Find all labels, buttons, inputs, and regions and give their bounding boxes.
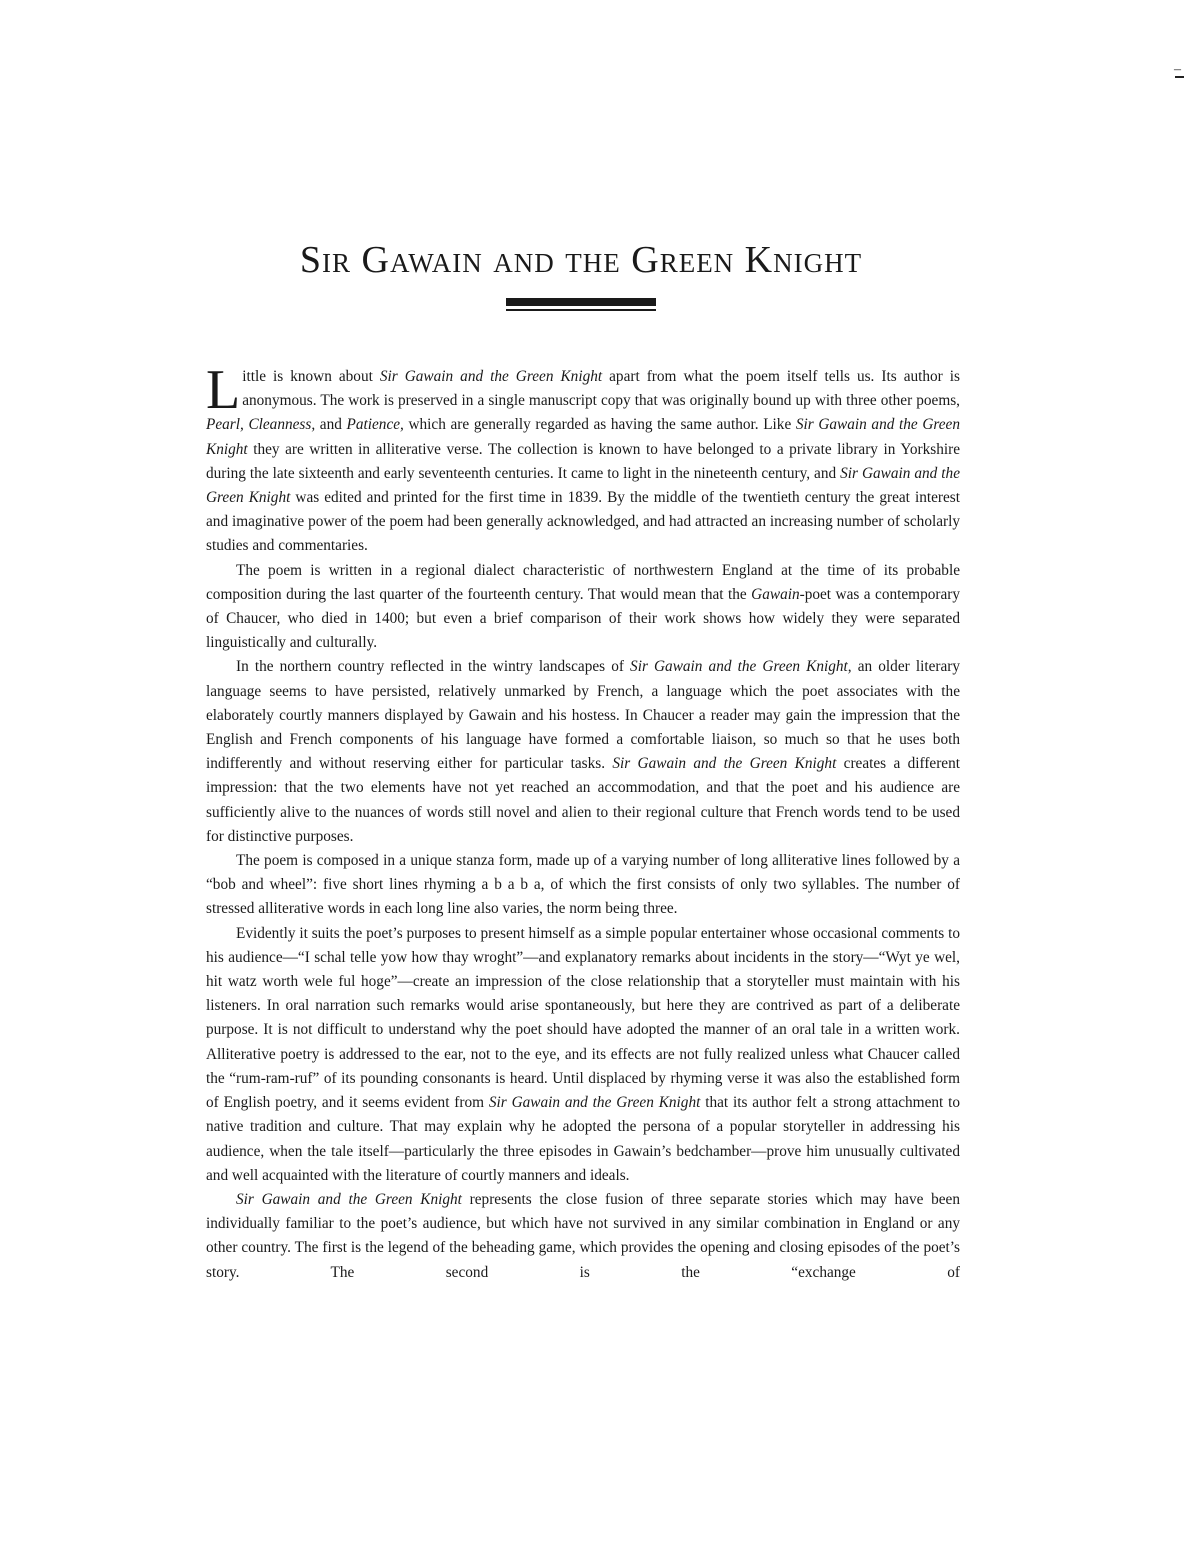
p6-text-1: represents the close fusion of three separate stories which may have been individually familiar to the poet’s audience, but which have not survived in any similar combination in England or any other country. The first is the legend of the beheading game, which provides the opening and closing episodes of the poet’s story. The second is the “exchange of — [206, 1190, 960, 1281]
paragraph-3 — [206, 655, 960, 849]
p1-text-5: they are written in alliterative verse. The collection is known to have belonged to a private library in Yorkshire during the late sixteenth and early seventeenth centuries. It came to light in the nineteenth century, and — [206, 440, 960, 482]
p1-text-4: which are generally regarded as having the same author. Like — [403, 416, 796, 434]
paragraph-1 — [206, 359, 960, 559]
p2-title-1: Gawain — [751, 585, 800, 603]
p1-text-1: ittle is known about — [242, 368, 380, 385]
p1-text-2: apart from what the poem itself tells us. Its author is anonymous. The work is preserved in a single manuscript copy that was originally bound up with three other poems, — [242, 368, 960, 410]
p1-title-1: Sir Gawain and the Green Knight — [379, 368, 603, 385]
title-rule-thin — [506, 309, 656, 311]
p6-title-1: Sir Gawain and the Green Knight — [236, 1190, 462, 1208]
p3-title-2: Sir Gawain and the Green Knight — [612, 755, 837, 773]
p5-text-1: Evidently it suits the poet’s purposes to present himself as a simple popular entertainer whose occasional comments to his audience—“I schal telle yow how thay wroght”—and explanatory remarks about incidents in the story—“Wyt ye wel, hit watz worth wele ful hoge”—create an impression of the close relationship that a storyteller must maintain with his listeners. In oral narration such remarks would arise spontaneously, but here they are contrived as part of a deliberate purpose. It is not difficult to understand why the poet should have adopted the manner of an oral tale in a written work. Alliterative poetry is addressed to the ear, not to the eye, and its effects are not fully realized unless what Chaucer called the “rum-ram-ruf” of its pounding consonants is heard. Until displaced by rhyming verse it was also the established form of English poetry, and it seems evident from — [206, 924, 960, 1112]
intro-body — [206, 359, 961, 1285]
p3-title-1: Sir Gawain and the Green Knight, — [630, 658, 852, 676]
title-rule-thick — [506, 298, 656, 306]
p1-title-3: Patience, — [346, 416, 404, 434]
p1-text-3: and — [315, 416, 347, 434]
drop-cap: L — [206, 359, 241, 421]
p1-title-4: Sir Gawain and the Green Knight — [206, 416, 960, 458]
p2-text-2: -poet was a contemporary of Chaucer, who died in 1400; but even a brief comparison of their work shows how widely they were separated linguistically and culturally. — [206, 585, 960, 652]
p1-text-6: was edited and printed for the first time in 1839. By the middle of the twentieth century the great interest and imaginative power of the poem had been generally acknowledged, and had attracted an increasing number of scholarly studies and commentaries. — [206, 489, 960, 555]
p3-text-1: In the northern country reflected in the wintry landscapes of — [236, 658, 631, 676]
p1-title-5: Sir Gawain and the Green Knight — [206, 464, 960, 507]
p1-title-2: Pearl, Cleanness, — [206, 416, 316, 434]
paragraph-6 — [206, 1188, 960, 1285]
corner-mark-text: – — [1174, 62, 1181, 77]
paragraph-4 — [206, 849, 960, 922]
page-title: Sir Gawain and the Green Knight — [299, 239, 863, 281]
paragraph-2 — [206, 559, 960, 656]
p5-title-1: Sir Gawain and the Green Knight — [488, 1094, 701, 1112]
p2-text-1: The poem is written in a regional dialect characteristic of northwestern England at the time of its probable composition during the last quarter of the fourteenth century. That would mean that the — [206, 561, 960, 603]
p3-text-2: an older literary language seems to have persisted, relatively unmarked by French, a language which the poet associates with the elaborately courtly manners displayed by Gawain and his hostess. In Chaucer a reader may gain the impression that the English and French components of his language have formed a comfortable liaison, so much so that he uses both indifferently and without reserving either for particular tasks. — [206, 658, 960, 773]
p4-text-1: The poem is composed in a unique stanza form, made up of a varying number of long alliterative lines followed by a “bob and wheel”: five short lines rhyming a b a b a, of which the first consists of only two syllables. The number of stressed alliterative words in each long line also varies, the norm being three. — [206, 852, 960, 918]
paragraph-5 — [206, 922, 960, 1188]
p5-text-2: that its author felt a strong attachment to native tradition and culture. That may explain why he adopted the persona of a popular storyteller in addressing his audience, when the tale itself—particularly the three episodes in Gawain’s bedchamber—prove him unusually cultivated and well acquainted with the literature of courtly manners and ideals. — [206, 1094, 961, 1184]
p3-text-3: creates a different impression: that the two elements have not yet reached an accommodation, and that the poet and his audience are sufficiently alive to the nuances of words still novel and alien to their regional culture that French words tend to be used for distinctive purposes. — [206, 755, 960, 845]
